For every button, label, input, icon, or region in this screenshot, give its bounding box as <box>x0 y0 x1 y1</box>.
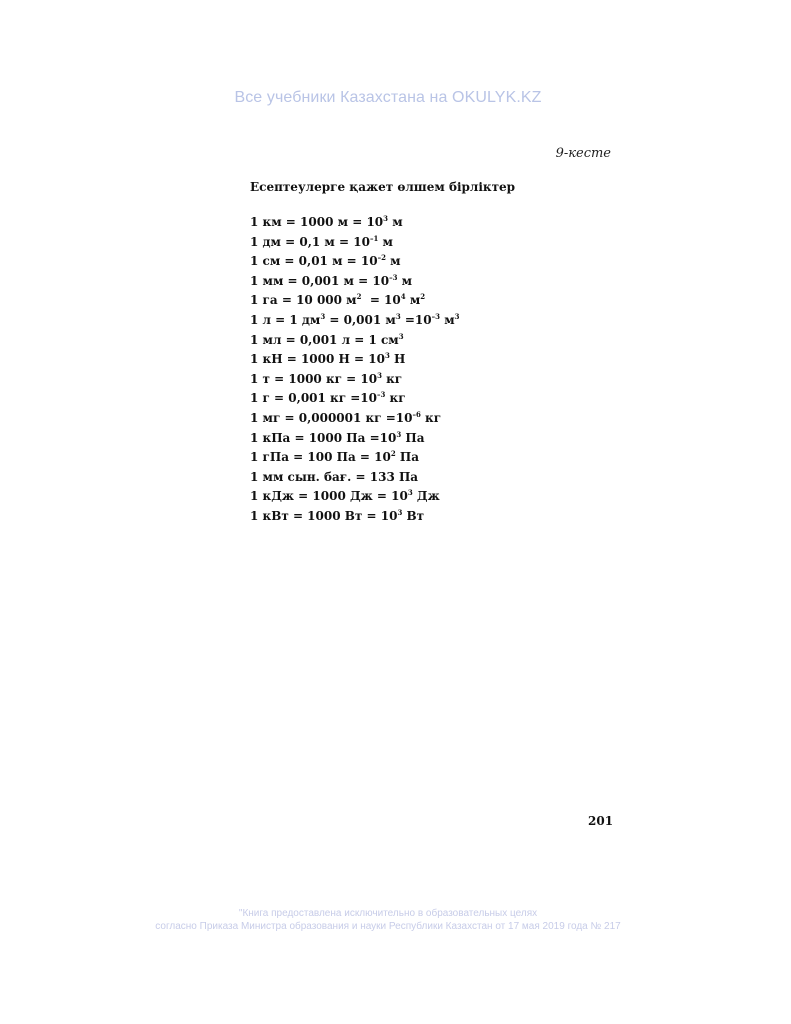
unit-conversion-row <box>250 389 460 409</box>
exponent: 2 <box>356 292 362 302</box>
unit-conversion-row <box>250 213 460 233</box>
formula-text: 1 мг = 0,000001 кг =10 <box>250 410 413 425</box>
exponent: 3 <box>397 507 403 517</box>
unit-conversion-row <box>250 291 460 311</box>
exponent: –6 <box>412 409 421 419</box>
unit-conversion-row <box>250 487 460 507</box>
formula-text: = 10 <box>361 293 401 308</box>
formula-text: 1 гПа = 100 Па = 10 <box>250 450 391 465</box>
formula-text: 1 л = 1 дм <box>250 312 321 327</box>
formula-text: м <box>378 234 393 249</box>
formula-text: 1 кВт = 1000 Вт = 10 <box>250 508 398 523</box>
exponent: 3 <box>454 311 460 321</box>
formula-text: 1 кПа = 1000 Па =10 <box>250 430 397 445</box>
formula-text: м <box>385 254 401 269</box>
exponent: –3 <box>389 272 398 282</box>
formula-text: Па <box>395 450 420 465</box>
formula-text: м <box>397 273 413 288</box>
formula-text: 1 г = 0,001 кг =10 <box>250 391 377 406</box>
formula-text: м <box>440 312 455 327</box>
formula-text: кг <box>420 410 442 425</box>
footer-notice <box>0 907 776 933</box>
table-number: 9-кесте <box>555 146 611 161</box>
exponent: 3 <box>407 488 413 498</box>
formula-text: м <box>405 293 421 308</box>
formula-text: кг <box>381 371 403 386</box>
unit-conversion-row <box>250 507 460 527</box>
exponent: 3 <box>384 351 390 361</box>
exponent: –3 <box>431 311 441 321</box>
formula-text: 1 кН = 1000 Н = 10 <box>250 352 385 367</box>
formula-text: 1 км = 1000 м = 10 <box>250 215 384 229</box>
formula-text: кг <box>385 391 406 406</box>
unit-conversion-row <box>250 233 460 253</box>
formula-text: 1 мм = 0,001 м = 10 <box>250 273 390 288</box>
formula-text: 1 га = 10 000 м <box>250 293 357 308</box>
formula-text: м <box>388 215 403 229</box>
formula-text: =10 <box>400 312 432 327</box>
exponent: 3 <box>320 311 326 321</box>
formula-text: 1 дм = 0,1 м = 10 <box>250 234 370 249</box>
exponent: 3 <box>396 429 402 439</box>
formula-text: Вт <box>402 508 425 523</box>
exponent: –2 <box>377 253 386 263</box>
exponent: –1 <box>369 233 379 243</box>
unit-conversion-list <box>250 213 460 527</box>
formula-text: 1 см = 0,01 м = 10 <box>250 254 378 269</box>
formula-text: 1 мм сын. бағ. = 133 Па <box>250 469 419 484</box>
page-number: 201 <box>588 814 614 828</box>
unit-conversion-row <box>250 252 460 272</box>
footer-line: "Книга предоставлена исключительно в образовательных целях <box>238 908 538 919</box>
exponent: 3 <box>395 311 401 321</box>
unit-conversion-row <box>250 350 460 370</box>
formula-text: Н <box>389 352 406 367</box>
exponent: 2 <box>390 449 396 459</box>
table-title: Есептеулерге қажет өлшем бірліктер <box>250 180 516 194</box>
footer-line: согласно Приказа Министра образования и науки Республики Казахстан от 17 мая 2019 года № 217 <box>155 921 621 932</box>
formula-text: 1 т = 1000 кг = 10 <box>250 371 378 386</box>
exponent: 3 <box>383 214 389 223</box>
unit-conversion-row <box>250 468 460 488</box>
formula-text: Дж <box>412 489 440 504</box>
formula-text: 1 мл = 0,001 л = 1 см <box>250 332 399 347</box>
unit-conversion-row <box>250 311 460 331</box>
watermark-text: Все учебники Казахстана на OKULYK.KZ <box>234 89 542 106</box>
exponent: 3 <box>398 331 404 341</box>
unit-conversion-row <box>250 331 460 351</box>
formula-text: = 0,001 м <box>325 312 396 327</box>
unit-conversion-row <box>250 272 460 292</box>
formula-text: 1 кДж = 1000 Дж = 10 <box>250 489 408 504</box>
exponent: 3 <box>377 370 382 380</box>
exponent: 2 <box>420 292 426 302</box>
unit-conversion-row <box>250 448 460 468</box>
unit-conversion-row <box>250 409 460 429</box>
unit-conversion-row <box>250 429 460 449</box>
unit-conversion-row <box>250 370 460 390</box>
exponent: 4 <box>400 292 406 302</box>
formula-text: Па <box>401 430 425 445</box>
exponent: –3 <box>377 390 386 400</box>
